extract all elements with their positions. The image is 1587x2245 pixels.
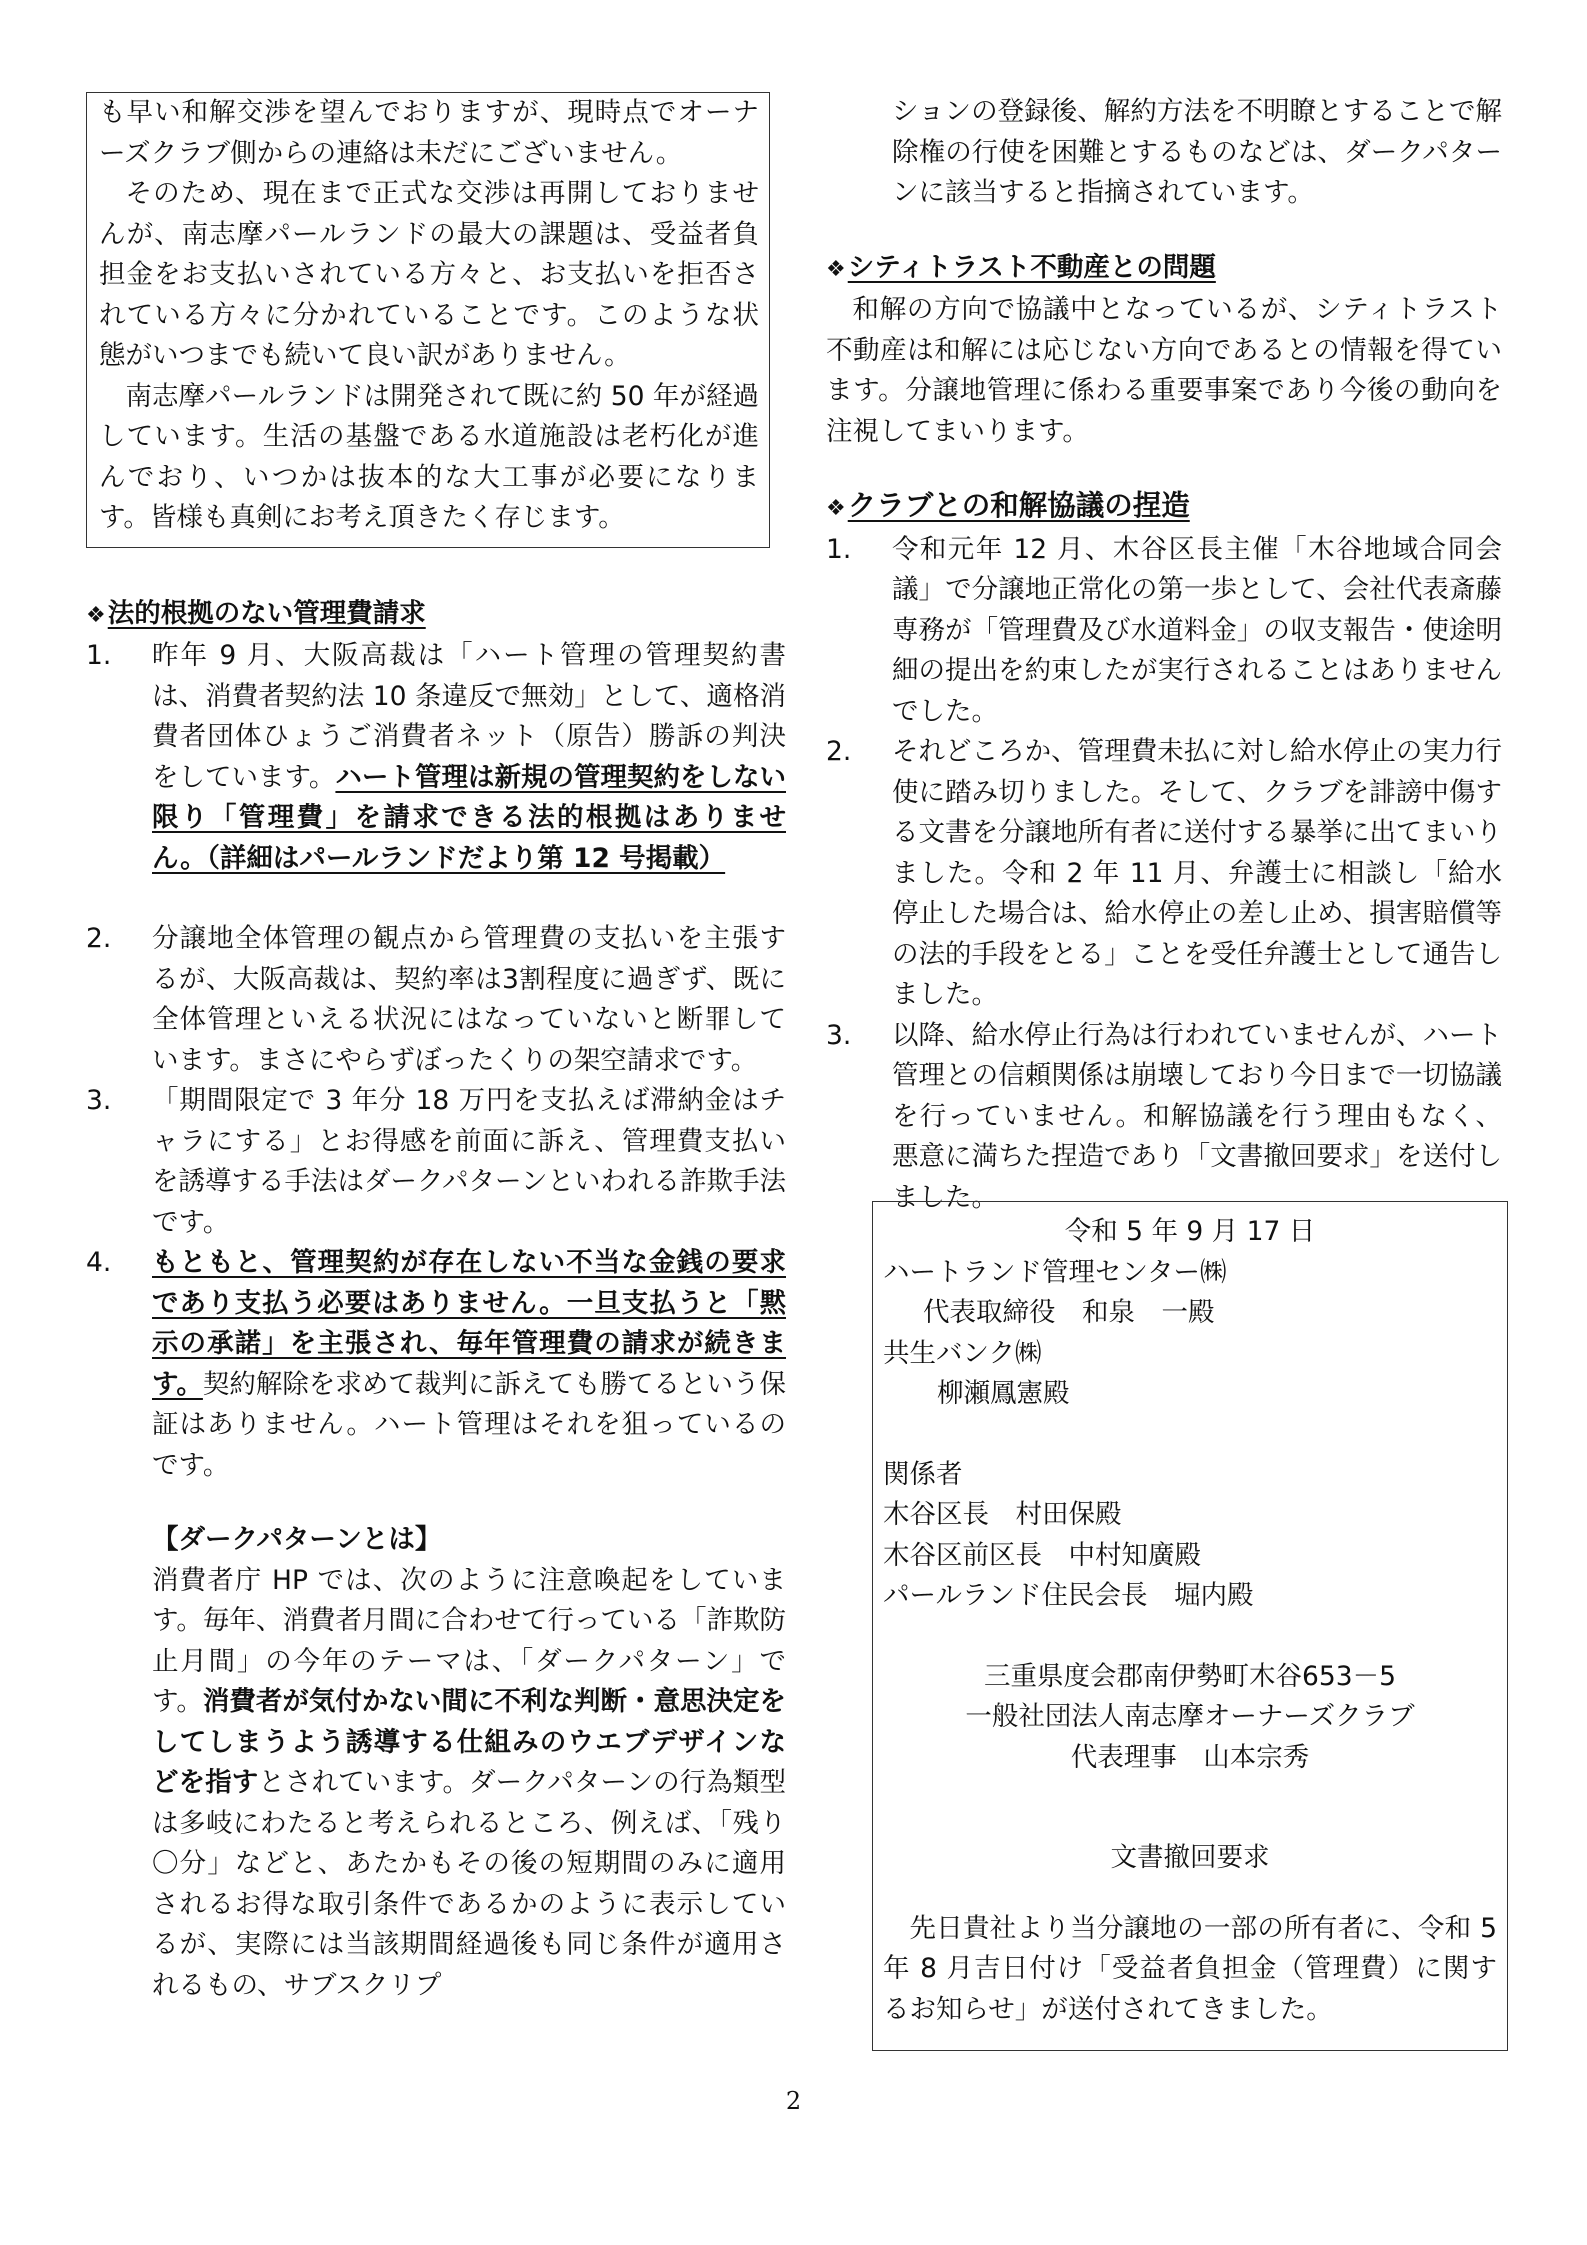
dark-pattern-heading: 【ダークパターンとは】 (152, 1524, 442, 1555)
item-text: 「期間限定で 3 年分 18 万円を支払えば滞納金はチャラにする」とお得感を前面に訴え、管理費支払いを誘導する手法はダークパターンといわれる詐欺手法です。 (152, 1085, 786, 1238)
cc-entry: パールランド住民会長 堀内殿 (883, 1580, 1254, 1611)
section-heading-management-fee: ❖法的根拠のない管理費請求 (86, 597, 426, 629)
item-text: 令和元年 12 月、木谷区長主催「木谷地域合同会議」で分譲地正常化の第一歩として、会社代表斎藤専務が「管理費及び水道料金」の収支報告・使途明細の提出を約束したが実行されることはありませんでした。 (892, 533, 1502, 727)
diamond-bullet-icon: ❖ (86, 602, 106, 628)
item-text: 昨年 9 月、大阪高裁は「ハート管理の管理契約書は、消費者契約法 10 条違反で無効」として、適格消費者団体ひょうご消費者ネット（原告）勝訴の判決をしています。 (152, 640, 786, 793)
dark-pattern-text: 消費者庁 HP では、次のように注意喚起をしています。毎年、消費者月間に合わせて行っている「詐欺防止月間」の今年のテーマは、「ダークパターン」です。消費者が気付かない間に不利な判断・意思決定をしてしまうよう誘導する仕組みのウエブデザインなどを指すとされています。ダークパターンの行為類型は多岐にわたると考えられるところ、例えば、「残り〇分」などと、あたかもその後の短期間のみに適用されるお得な取引条件であるかのように表示しているが、実際には当該期間経過後も同じ条件が適用されるもの、サブスクリプ (152, 1564, 786, 2001)
letter-body: 先日貴社より当分譲地の一部の所有者に、令和 5 年 8 月吉日付け「受益者負担金（管理費）に関するお知らせ」が送付されてきました。 (883, 1912, 1497, 2025)
item-text: 分譲地全体管理の観点から管理費の支払いを主張するが、大阪高裁は、契約率は3割程度に過ぎず、既に全体管理といえる状況にはなっていないと断罪しています。まさにやらずぼったくりの架空請求です。 (152, 923, 786, 1076)
item-text: 以降、給水停止行為は行われていませんが、ハート管理との信頼関係は崩壊しており今日まで一切協議を行っていません。和解協議を行う理由もなく、悪意に満ちた捏造であり「文書撤回要求」を送付しました。 (892, 1019, 1502, 1213)
sender-address: 三重県度会郡南伊勢町木谷653－5 (984, 1660, 1396, 1692)
item-emphasis: ハート管理は新規の管理契約をしない限り「管理費」を請求できる法的根拠はありません。（詳細はパールランドだより第 12 号掲載） (152, 761, 786, 874)
recipient-person: 代表取締役 和泉 一殿 (923, 1297, 1215, 1328)
cc-label: 関係者 (883, 1458, 963, 1490)
list-item: 3. 「期間限定で 3 年分 18 万円を支払えば滞納金はチャラにする」とお得感を前面に訴え、管理費支払いを誘導する手法はダークパターンといわれる詐欺手法です。 (86, 1081, 786, 1243)
item-text: それどころか、管理費未払に対し給水停止の実力行使に踏み切りました。そして、クラブを誹謗中傷する文書を分譲地所有者に送付する暴挙に出てまいりました。令和 2 年 11 月、弁護士に相談し「給水停止した場合は、給水停止の差し止め、損害賠償等の法的手段をとる」ことを受任弁護士として通告しました。 (892, 736, 1502, 1010)
list-item: 4. もともと、管理契約が存在しない不当な金銭の要求であり支払う必要はありません。一旦支払うと「黙示の承諾」を主張され、毎年管理費の請求が続きます。契約解除を求めて裁判に訴えても勝てるという保証はありません。ハート管理はそれを狙っているのです。 【ダークパターンとは】 消費者庁 HP では、次のように注意喚起をしています。毎年、消費者月間に合わせて行っている「詐欺防止月間」の今年のテーマは、「ダークパターン」です。消費者が気付かない間に不利な判断・意思決定をしてしまうよう誘導する仕組みのウエブデザインなどを指すとされています。ダークパターンの行為類型は多岐にわたると考えられるところ、例えば、「残り〇分」などと、あたかもその後の短期間のみに適用されるお得な取引条件であるかのように表示しているが、実際には当該期間経過後も同じ条件が適用されるもの、サブスクリプ (86, 1243, 786, 2006)
list-item: 1. 昨年 9 月、大阪高裁は「ハート管理の管理契約書は、消費者契約法 10 条違反で無効」として、適格消費者団体ひょうご消費者ネット（原告）勝訴の判決をしています。ハート管理は新規の管理契約をしない限り「管理費」を請求できる法的根拠はありません。（詳細はパールランドだより第 12 号掲載） (86, 640, 786, 874)
section-heading-fabrication: ❖クラブとの和解協議の捏造 (826, 489, 1190, 522)
city-trust-text: 和解の方向で協議中となっているが、シティトラスト不動産は和解には応じない方向であるとの情報を得ています。分譲地管理に係わる重要事案であり今後の動向を注視してまいります。 (826, 294, 1502, 447)
list-item: 3. 以降、給水停止行為は行われていませんが、ハート管理との信頼関係は崩壊しており今日まで一切協議を行っていません。和解協議を行う理由もなく、悪意に満ちた捏造であり「文書撤回要求」を送付しました。 (826, 1016, 1502, 1219)
list-item: 1. 令和元年 12 月、木谷区長主催「木谷地域合同会議」で分譲地正常化の第一歩として、会社代表斎藤専務が「管理費及び水道料金」の収支報告・使途明細の提出を約束したが実行されることはありませんでした。 (826, 530, 1502, 733)
sender-organization: 一般社団法人南志摩オーナーズクラブ (965, 1701, 1415, 1732)
diamond-bullet-icon: ❖ (826, 496, 846, 521)
cc-entry: 木谷区長 村田保殿 (883, 1499, 1122, 1530)
item-text: 契約解除を求めて裁判に訴えても勝てるという保証はありません。ハート管理はそれを狙っているのです。 (152, 1368, 786, 1481)
recipient-person: 柳瀬鳳憲殿 (937, 1378, 1070, 1409)
box-paragraph-3: 南志摩パールランドは開発されて既に約 50 年が経過しています。生活の基盤である水道施設は老朽化が進んでおり、いつかは抜本的な大工事が必要になります。皆様も真剣にお考え頂きたく存じます。 (99, 380, 759, 533)
letter-subject: 文書撤回要求 (1110, 1842, 1270, 1873)
item-emphasis: もともと、管理契約が存在しない不当な金銭の要求であり支払う必要はありません。一旦支払うと「黙示の承諾」を主張され、毎年管理費の請求が続きます。 (152, 1247, 786, 1400)
summary-box (86, 92, 770, 548)
section-heading-city-trust: ❖シティトラスト不動産との問題 (826, 251, 1216, 283)
box-paragraph-2: そのため、現在まで正式な交渉は再開しておりませんが、南志摩パールランドの最大の課題は、受益者負担金をお支払いされている方々と、お支払いを拒否されている方々に分かれていることです。このような状態がいつまでも続いて良い訳がありません。 (99, 178, 759, 371)
management-fee-list (86, 636, 786, 2006)
diamond-bullet-icon: ❖ (826, 256, 846, 282)
sender-name: 代表理事 山本宗秀 (1070, 1741, 1310, 1773)
box-paragraph-1: も早い和解交渉を望んでおりますが、現時点でオーナーズクラブ側からの連絡は未だにございません。 (99, 97, 759, 169)
fabrication-list (826, 530, 1502, 1219)
list-item: 2. それどころか、管理費未払に対し給水停止の実力行使に踏み切りました。そして、クラブを誹謗中傷する文書を分譲地所有者に送付する暴挙に出てまいりました。令和 2 年 11 月、弁護士に相談し「給水停止した場合は、給水停止の差し止め、損害賠償等の法的手段をとる」ことを受任弁護士として通告しました。 (826, 732, 1502, 1016)
recipient-company: ハートランド管理センター㈱ (883, 1256, 1227, 1288)
left-column (86, 92, 786, 2006)
cc-entry: 木谷区前区長 中村知廣殿 (883, 1539, 1201, 1571)
page-number: 2 (785, 2087, 802, 2115)
withdrawal-request-letter (872, 1201, 1508, 2051)
list-item: 2. 分譲地全体管理の観点から管理費の支払いを主張するが、大阪高裁は、契約率は3割程度に過ぎず、既に全体管理といえる状況にはなっていないと断罪しています。まさにやらずぼったくりの架空請求です。 (86, 919, 786, 1081)
right-column (826, 92, 1502, 1218)
continued-text: ションの登録後、解約方法を不明瞭とすることで解除権の行使を困難とするものなどは、ダークパターンに該当すると指摘されています。 (892, 96, 1502, 208)
recipient-company: 共生バンク㈱ (883, 1337, 1042, 1369)
letter-date: 令和 5 年 9 月 17 日 (1064, 1216, 1316, 1247)
